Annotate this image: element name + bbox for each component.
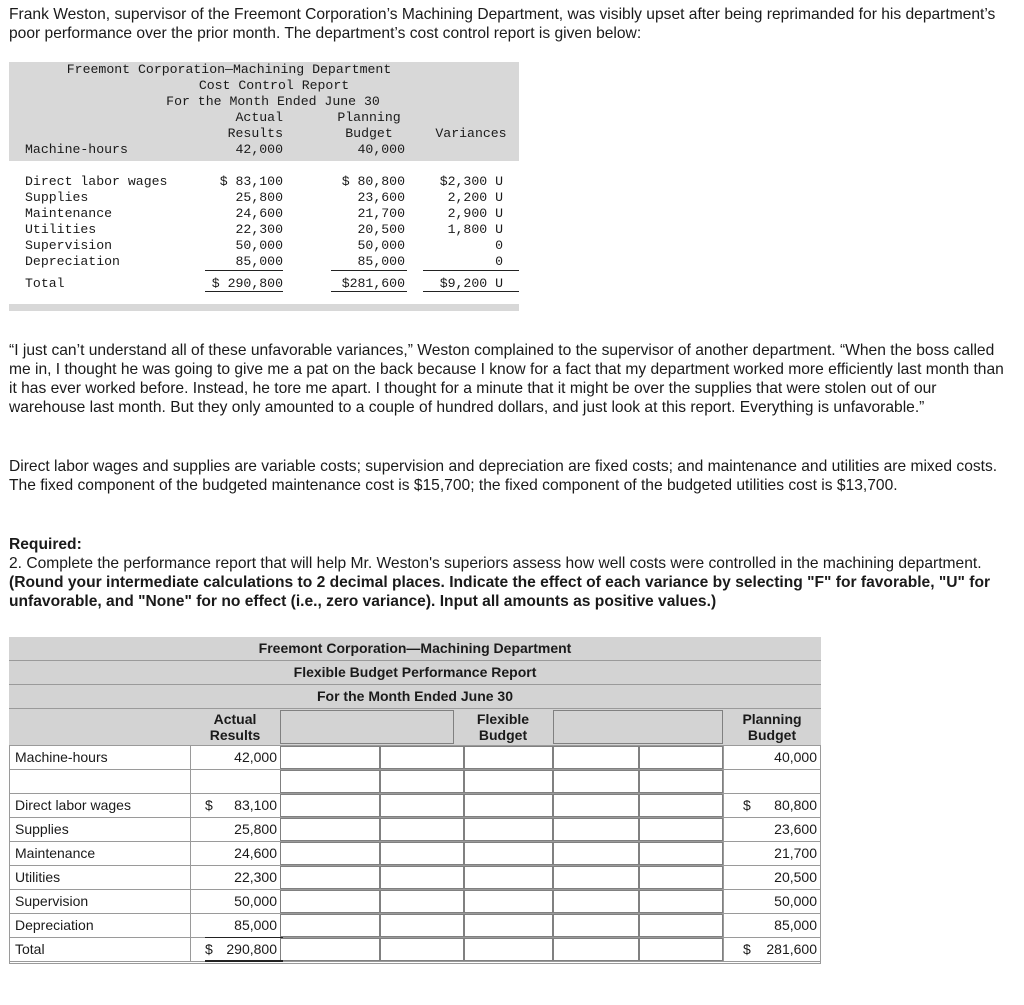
actual-value: 85,000 (234, 917, 277, 933)
input-cell-5[interactable] (639, 842, 723, 865)
report-footer-band (9, 304, 519, 311)
cost-actual: $ 83,100 (219, 174, 283, 189)
perf-subtitle: Flexible Budget Performance Report (9, 661, 821, 684)
report-subtitle: Cost Control Report (198, 78, 350, 93)
col-variances: Variances (435, 126, 507, 141)
input-cell-2[interactable] (380, 890, 464, 913)
mh-plan: 40,000 (357, 142, 405, 157)
input-cell-2[interactable] (380, 770, 464, 793)
input-cell-2[interactable] (380, 818, 464, 841)
cost-label: Utilities (25, 222, 97, 237)
input-cell-2[interactable] (380, 842, 464, 865)
col-divider (190, 937, 191, 961)
row-label: Maintenance (15, 845, 96, 861)
perf-period: For the Month Ended June 30 (9, 685, 821, 708)
actual-value: 22,300 (234, 869, 277, 885)
col-flexible-budget: Flexible Budget (476, 711, 530, 743)
cost-actual: 85,000 (235, 254, 283, 269)
cost-plan: 85,000 (357, 254, 405, 269)
cost-variance: 2,900 U (447, 206, 503, 221)
input-cell-3[interactable] (464, 794, 553, 817)
input-cell-5[interactable] (639, 938, 723, 961)
col-divider (190, 769, 191, 793)
col-divider (190, 745, 191, 769)
input-cell-1[interactable] (280, 842, 380, 865)
row-label: Machine-hours (15, 749, 108, 765)
col-divider (723, 913, 724, 937)
col-actual-1: Actual (235, 110, 283, 125)
input-cell-4[interactable] (553, 866, 639, 889)
input-cell-5[interactable] (639, 866, 723, 889)
col-divider (723, 793, 724, 817)
col-plan-1: Planning (337, 110, 401, 125)
col-actual-2: Results (227, 126, 283, 141)
planning-value: 21,700 (774, 845, 817, 861)
actual-value: 290,800 (226, 941, 277, 957)
col-divider (723, 889, 724, 913)
row-label: Depreciation (15, 917, 94, 933)
cost-plan: 23,600 (357, 190, 405, 205)
input-cell-4[interactable] (553, 890, 639, 913)
perf-title: Freemont Corporation—Machining Department (9, 637, 821, 660)
cost-variance: $2,300 U (439, 174, 503, 189)
col-divider (190, 793, 191, 817)
total-plan: $281,600 (341, 276, 405, 291)
planning-value: 40,000 (774, 749, 817, 765)
input-cell-5[interactable] (639, 890, 723, 913)
cost-plan: 20,500 (357, 222, 405, 237)
required-note: (Round your intermediate calculations to 2 decimal places. Indicate the effect of each variance by selecting "F" for favorable, "U" for unfavorable, and "None" for no effect (i.e., zero variance). Input all amounts as positive values.) (9, 574, 991, 610)
input-cell-5[interactable] (639, 746, 723, 769)
actual-value: 50,000 (234, 893, 277, 909)
cost-actual: 24,600 (235, 206, 283, 221)
input-cell-3[interactable] (464, 770, 553, 793)
cost-variance: 1,800 U (447, 222, 503, 237)
row-label: Supervision (15, 893, 89, 909)
cost-control-report (9, 62, 519, 312)
input-cell-3[interactable] (464, 890, 553, 913)
row-divider (9, 961, 821, 962)
row-label: Total (15, 941, 45, 957)
cost-label: Maintenance (25, 206, 113, 221)
input-cell-2[interactable] (380, 746, 464, 769)
rule (331, 270, 407, 271)
col-planning-budget: Planning Budget (742, 711, 802, 743)
input-cell-5[interactable] (639, 794, 723, 817)
cost-actual: 50,000 (235, 238, 283, 253)
col-actual-results: Actual Results (209, 711, 261, 743)
col-divider (723, 817, 724, 841)
col-divider (723, 745, 724, 769)
input-cell-4[interactable] (553, 938, 639, 961)
dollar-sign: $ (743, 797, 751, 813)
dollar-sign: $ (205, 941, 213, 957)
row-label: Direct labor wages (15, 797, 131, 813)
cost-label: Direct labor wages (25, 174, 168, 189)
cost-variance: 0 (495, 238, 503, 253)
rule (423, 270, 519, 271)
input-cell-1[interactable] (280, 794, 380, 817)
header-input-1[interactable] (280, 710, 454, 744)
total-rule (205, 937, 283, 938)
header-input-2[interactable] (553, 710, 723, 744)
intro-text: Frank Weston, supervisor of the Freemont Corporation’s Machining Department, was visibly upset after being reprimanded for his department’s poor performance over the prior month. The department’s cost control report is given below: (9, 6, 996, 42)
actual-value: 25,800 (234, 821, 277, 837)
col-divider (190, 913, 191, 937)
col-divider (723, 865, 724, 889)
cost-variance: 2,200 U (447, 190, 503, 205)
mh-actual: 42,000 (235, 142, 283, 157)
input-cell-5[interactable] (639, 770, 723, 793)
planning-value: 50,000 (774, 893, 817, 909)
input-cell-5[interactable] (639, 818, 723, 841)
actual-value: 42,000 (234, 749, 277, 765)
divider (9, 660, 821, 661)
input-cell-4[interactable] (553, 770, 639, 793)
total-actual: $ 290,800 (211, 276, 283, 291)
dollar-sign: $ (743, 941, 751, 957)
input-cell-1[interactable] (280, 914, 380, 937)
input-cell-3[interactable] (464, 938, 553, 961)
input-cell-3[interactable] (464, 818, 553, 841)
input-cell-4[interactable] (553, 794, 639, 817)
input-cell-2[interactable] (380, 794, 464, 817)
col-divider (723, 841, 724, 865)
col-divider (190, 817, 191, 841)
cost-label: Supervision (25, 238, 113, 253)
total-var: $9,200 U (439, 276, 503, 291)
quote-text: “I just can’t understand all of these unfavorable variances,” Weston complained to the supervisor of another department. “When the boss called me in, I thought he was going to give me a pat on the back because I know for a fact that my department worked more efficiently last month than it has ever worked before. Instead, he tore me apart. I thought for a minute that it might be over the supplies that were stolen out of our warehouse last month. But they only amounted to a couple of hundred dollars, and just look at this report. Everything is unfavorable.” (9, 342, 1004, 416)
cost-plan: 21,700 (357, 206, 405, 221)
mh-label: Machine-hours (25, 142, 128, 157)
input-cell-4[interactable] (553, 818, 639, 841)
col-divider (723, 769, 724, 793)
col-divider (723, 937, 724, 961)
planning-value: 20,500 (774, 869, 817, 885)
input-cell-1[interactable] (280, 938, 380, 961)
divider (9, 684, 821, 685)
planning-value: 80,800 (774, 797, 817, 813)
input-cell-5[interactable] (639, 914, 723, 937)
actual-value: 24,600 (234, 845, 277, 861)
input-cell-1[interactable] (280, 746, 380, 769)
planning-value: 281,600 (766, 941, 817, 957)
actual-value: 83,100 (234, 797, 277, 813)
input-cell-4[interactable] (553, 914, 639, 937)
report-title: Freemont Corporation—Machining Department (66, 62, 392, 77)
cost-plan: $ 80,800 (341, 174, 405, 189)
rule (205, 270, 283, 271)
input-cell-3[interactable] (464, 842, 553, 865)
planning-value: 85,000 (774, 917, 817, 933)
dollar-sign: $ (205, 797, 213, 813)
col-divider (190, 889, 191, 913)
row-label: Supplies (15, 821, 69, 837)
row-label: Utilities (15, 869, 61, 885)
total-label: Total (25, 276, 65, 291)
input-cell-1[interactable] (280, 890, 380, 913)
input-cell-2[interactable] (380, 866, 464, 889)
input-cell-3[interactable] (464, 866, 553, 889)
total-rule (205, 960, 283, 962)
cost-behavior-text: Direct labor wages and supplies are variable costs; supervision and depreciation are fixed costs; and maintenance and utilities are mixed costs. The fixed component of the budgeted maintenance cost is $15,700; the fixed component of the budgeted utilities cost is $13,700. (9, 458, 998, 494)
input-cell-1[interactable] (280, 866, 380, 889)
input-cell-4[interactable] (553, 842, 639, 865)
input-cell-3[interactable] (464, 746, 553, 769)
col-divider (190, 865, 191, 889)
required-label: Required: (9, 536, 82, 553)
input-cell-1[interactable] (280, 818, 380, 841)
cost-actual: 22,300 (235, 222, 283, 237)
cost-variance: 0 (495, 254, 503, 269)
required-instruction: 2. Complete the performance report that will help Mr. Weston's superiors assess how well costs were controlled in the machining department. (9, 555, 982, 572)
cost-actual: 25,800 (235, 190, 283, 205)
planning-value: 23,600 (774, 821, 817, 837)
input-cell-3[interactable] (464, 914, 553, 937)
input-cell-2[interactable] (380, 938, 464, 961)
report-period: For the Month Ended June 30 (166, 94, 380, 109)
cost-plan: 50,000 (357, 238, 405, 253)
input-cell-1[interactable] (280, 770, 380, 793)
cost-label: Depreciation (25, 254, 120, 269)
col-divider (190, 841, 191, 865)
input-cell-4[interactable] (553, 746, 639, 769)
col-plan-2: Budget (345, 126, 393, 141)
input-cell-2[interactable] (380, 914, 464, 937)
required-text (9, 554, 1015, 611)
cost-label: Supplies (25, 190, 89, 205)
